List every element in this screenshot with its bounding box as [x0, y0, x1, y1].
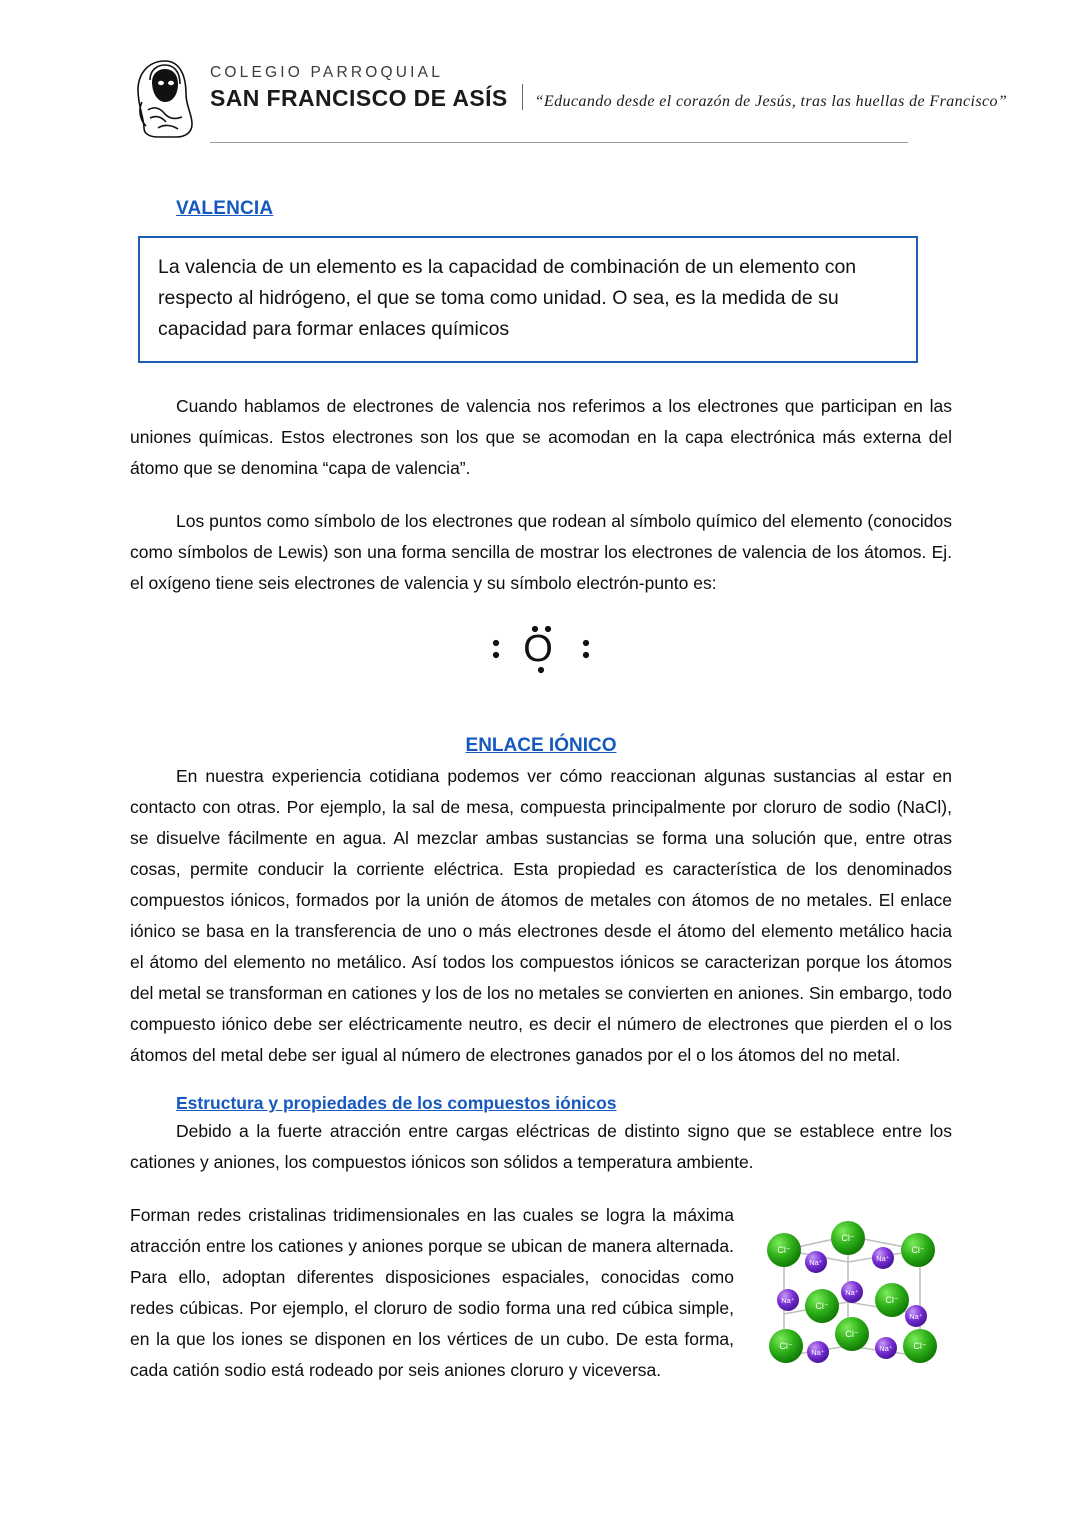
document-body [130, 198, 952, 1408]
letterhead-divider [522, 84, 523, 110]
svg-text:Cl⁻: Cl⁻ [815, 1301, 829, 1311]
svg-text:Cl⁻: Cl⁻ [841, 1233, 855, 1243]
paragraph-redes-cubicas: Forman redes cristalinas tridimensionales en las cuales se logra la máxima atracción entre los cationes y aniones porque se ubican de manera alternada. Para ello, adoptan diferentes disposiciones espaciales, conocidas como redes cúbicas. Por ejemplo, el cloruro de sodio forma una red cúbica simple, en la que los iones se disponen en los vértices de un cubo. De esta forma, cada catión sodio está rodeado por seis aniones cloruro y viceversa. [130, 1205, 734, 1380]
svg-text:Na⁺: Na⁺ [909, 1312, 923, 1321]
nacl-crystal-lattice-figure [752, 1206, 952, 1381]
page-title: VALENCIA [176, 198, 274, 219]
svg-text:Na⁺: Na⁺ [879, 1344, 893, 1353]
subsection-heading-estructura: Estructura y propiedades de los compuestos iónicos [176, 1093, 617, 1113]
letterhead-rule [210, 142, 908, 143]
svg-text:Na⁺: Na⁺ [845, 1288, 859, 1297]
svg-text:Cl⁻: Cl⁻ [779, 1341, 793, 1351]
friar-portrait-logo-icon [128, 58, 202, 140]
institution-name: SAN FRANCISCO DE ASÍS [210, 85, 508, 111]
paragraph-lewis-symbols: Los puntos como símbolo de los electrones que rodean al símbolo químico del elemento (conocidos como símbolos de Lewis) son una forma sencilla de mostrar los electrones de valencia de los átomos. Ej. el oxígeno tiene seis electrones de valencia y su símbolo electrón-punto es: [130, 511, 952, 593]
lewis-oxygen [482, 621, 600, 687]
svg-text:Na⁺: Na⁺ [876, 1254, 890, 1263]
paragraph-estructura-intro: Debido a la fuerte atracción entre cargas eléctricas de distinto signo que se establece entre los cationes y aniones, los compuestos iónicos son sólidos a temperatura ambiente. [130, 1121, 952, 1172]
paragraph-enlace-ionico: En nuestra experiencia cotidiana podemos ver cómo reaccionan algunas sustancias al estar en contacto con otras. Por ejemplo, la sal de mesa, compuesta principalmente por cloruro de sodio (NaCl), se disuelve fácilmente en agua. Al mezclar ambas sustancias se forma una solución que, entre otras cosas, permite conducir la corriente eléctrica. Esta propiedad es característica de los denominados compuestos iónicos, formados por la unión de átomos de metales con átomos de no metales. El enlace iónico se basa en la transferencia de uno o más electrones desde el átomo del elemento metálico hacia el átomo del elemento no metálico. Así todos los compuestos iónicos se caracterizan porque los átomos del metal se transforman en cationes y los de los no metales se convierten en aniones. Sin embargo, todo compuesto iónico debe ser eléctricamente neutro, es decir el número de electrones que pierden el o los átomos del metal debe ser igual al número de electrones ganados por el o los átomos del no metal. [130, 766, 952, 1065]
definition-callout [138, 236, 918, 363]
definition-text: La valencia de un elemento es la capacidad de combinación de un elemento con respecto al hidrógeno, el que se toma como unidad. O sea, es la medida de su capacidad para formar enlaces químicos [158, 256, 857, 340]
institution-motto: “Educando desde el corazón de Jesús, tras las huellas de Francisco” [534, 93, 1008, 110]
paragraph-valencia-electrons: Cuando hablamos de electrones de valencia nos referimos a los electrones que participan en las uniones químicas. Estos electrones son los que se acomodan en la capa electrónica más externa del átomo que se denomina “capa de valencia”. [130, 396, 952, 478]
svg-text:Cl⁻: Cl⁻ [845, 1329, 859, 1339]
institution-name-row [210, 84, 1008, 116]
lewis-element-symbol: O [523, 628, 559, 670]
svg-text:Cl⁻: Cl⁻ [913, 1341, 927, 1351]
svg-text:Cl⁻: Cl⁻ [911, 1245, 925, 1255]
svg-text:Na⁺: Na⁺ [809, 1258, 823, 1267]
lewis-structure-figure [130, 621, 952, 681]
svg-text:Cl⁻: Cl⁻ [885, 1295, 899, 1305]
svg-text:Na⁺: Na⁺ [811, 1348, 825, 1357]
section-heading-enlace-ionico: ENLACE IÓNICO [465, 735, 617, 756]
svg-text:Cl⁻: Cl⁻ [777, 1245, 791, 1255]
letterhead-text [210, 64, 1008, 116]
lattice-text-block [130, 1200, 952, 1408]
svg-text:Na⁺: Na⁺ [781, 1296, 795, 1305]
letterhead [128, 58, 1008, 148]
institution-kicker: COLEGIO PARROQUIAL [210, 64, 444, 81]
